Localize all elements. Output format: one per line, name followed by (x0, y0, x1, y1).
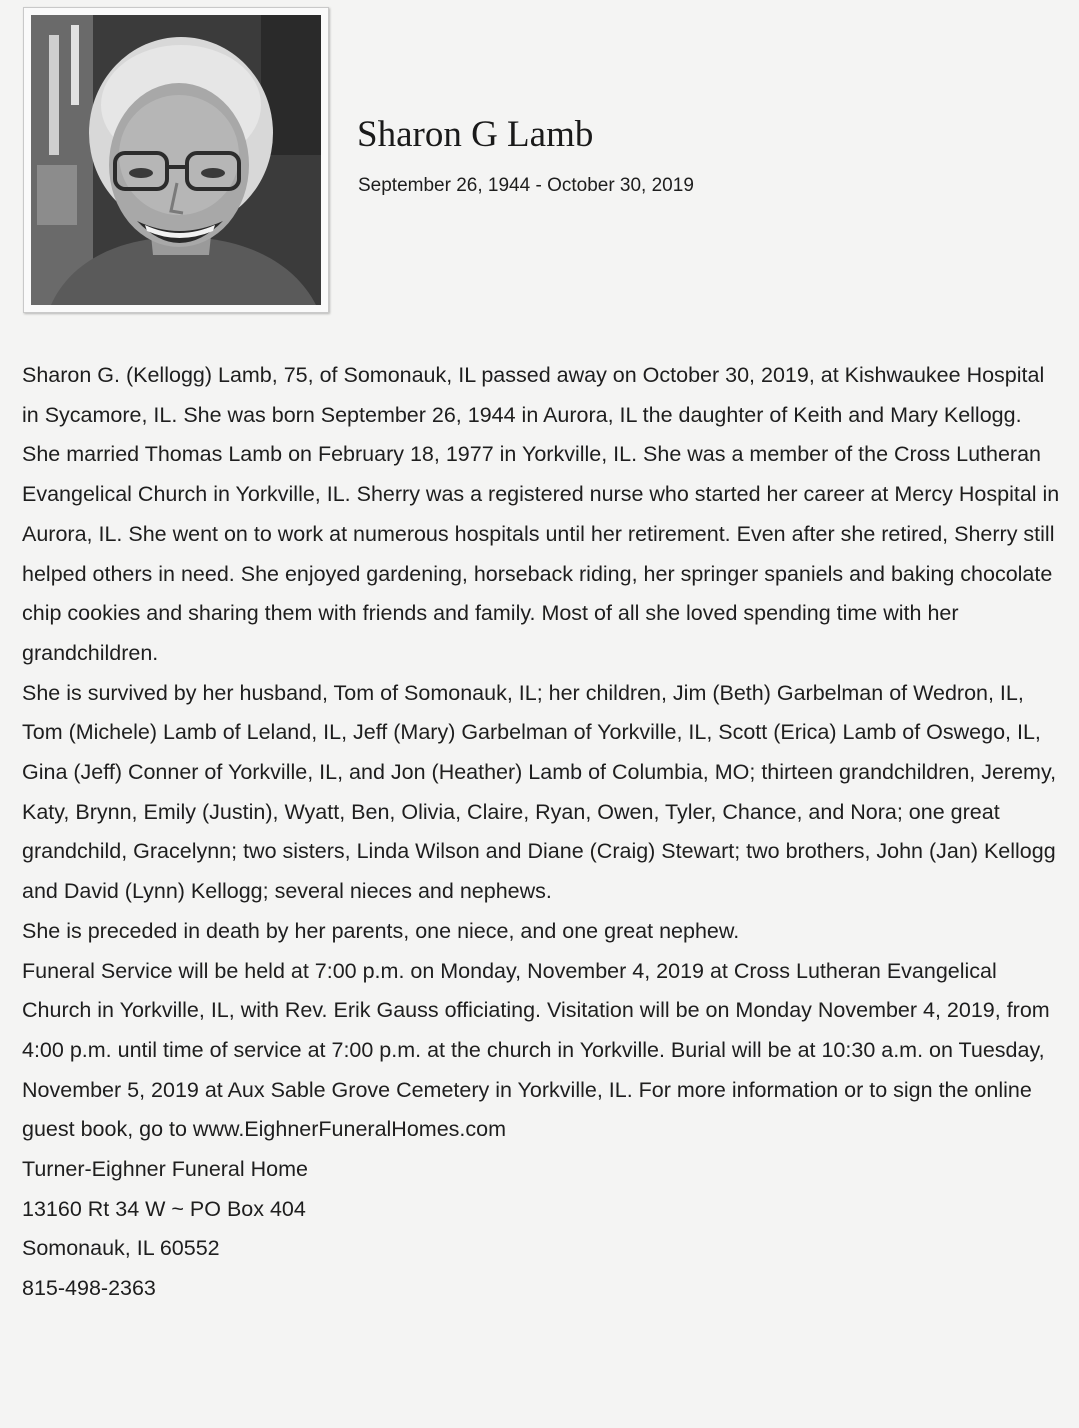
deceased-name: Sharon G Lamb (357, 114, 594, 155)
obituary-paragraph-biography: Sharon G. (Kellogg) Lamb, 75, of Somonauk, IL passed away on October 30, 2019, at Kishwaukee Hospital in Sycamore, IL. She was born September 26, 1944 in Aurora, IL the daughter of Keith and Mary Kellogg. She married Thomas Lamb on February 18, 1977 in Yorkville, IL. She was a member of the Cross Lutheran Evangelical Church in Yorkville, IL. Sherry was a registered nurse who started her career at Mercy Hospital in Aurora, IL. She went on to work at numerous hospitals until her retirement. Even after she retired, Sherry still helped others in need. She enjoyed gardening, horseback riding, her springer spaniels and baking chocolate chip cookies and sharing them with friends and family. Most of all she loved spending time with her grandchildren. (22, 363, 1060, 665)
funeral-home-address: 13160 Rt 34 W ~ PO Box 404 (22, 1196, 306, 1221)
funeral-home-phone: 815-498-2363 (22, 1276, 156, 1301)
portrait-photo-frame (23, 7, 329, 313)
obituary-paragraph-survivors: She is survived by her husband, Tom of Somonauk, IL; her children, Jim (Beth) Garbelman of Wedron, IL, Tom (Michele) Lamb of Leland, IL, Jeff (Mary) Garbelman of Yorkville, IL, Scott (Erica) Lamb of Oswego, IL, Gina (Jeff) Conner of Yorkville, IL, and Jon (Heather) Lamb of Columbia, MO; thirteen grandchildren, Jeremy, Katy, Brynn, Emily (Justin), Wyatt, Ben, Olivia, Claire, Ryan, Owen, Tyler, Chance, and Nora; one great grandchild, Gracelynn; two sisters, Linda Wilson and Diane (Craig) Stewart; two brothers, John (Jan) Kellogg and David (Lynn) Kellogg; several nieces and nephews. (22, 680, 1057, 904)
life-dates: September 26, 1944 - October 30, 2019 (358, 175, 694, 196)
funeral-home-name: Turner-Eighner Funeral Home (22, 1157, 308, 1182)
obituary-paragraph-preceded: She is preceded in death by her parents, one niece, and one great nephew. (22, 918, 740, 943)
portrait-photo (31, 15, 321, 305)
obituary-paragraph-services: Funeral Service will be held at 7:00 p.m. on Monday, November 4, 2019 at Cross Lutheran Evangelical Church in Yorkville, IL, with Rev. Erik Gauss officiating. Visitation will be on Monday November 4, 2019, from 4:00 p.m. until time of service at 7:00 p.m. at the church in Yorkville. Burial will be at 10:30 a.m. on Tuesday, November 5, 2019 at Aux Sable Grove Cemetery in Yorkville, IL. For more information or to sign the online guest book, go to www.EighnerFuneralHomes.com (22, 958, 1050, 1142)
funeral-home-city: Somonauk, IL 60552 (22, 1236, 220, 1261)
obituary-body (22, 356, 1062, 1309)
